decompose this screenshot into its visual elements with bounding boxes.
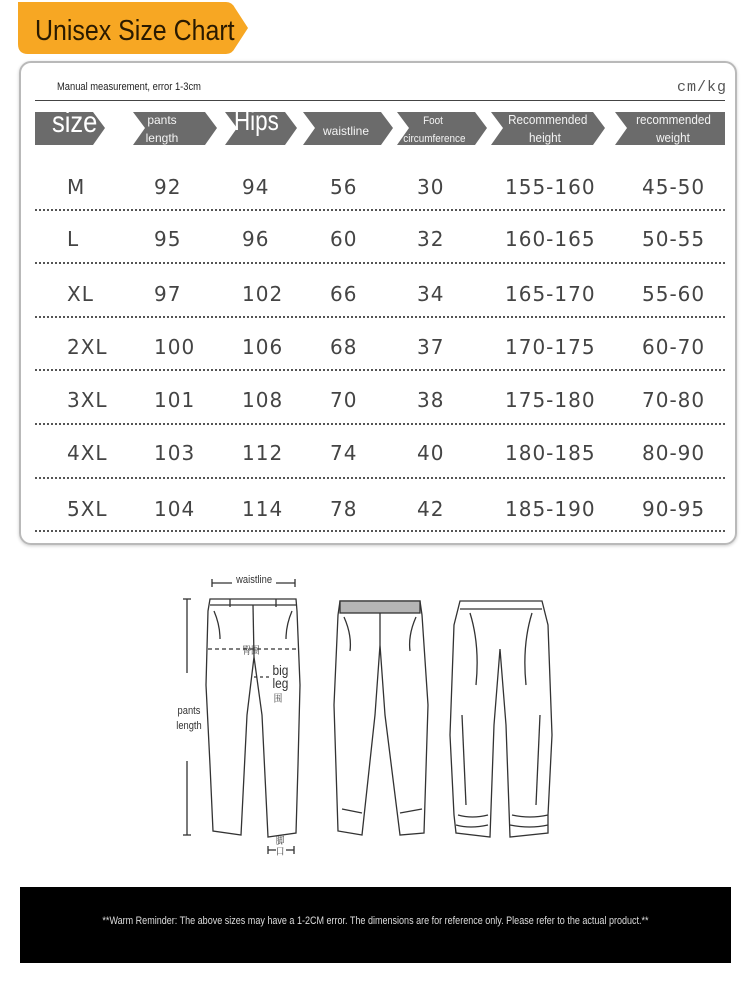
cell-hips: 102	[242, 282, 284, 306]
header-divider	[35, 100, 725, 101]
cell-foot: 30	[417, 175, 445, 199]
cell-weight: 55-60	[642, 282, 706, 306]
cell-pants-length: 92	[154, 175, 182, 199]
cell-hips: 106	[242, 335, 284, 359]
cell-waistline: 66	[330, 282, 358, 306]
cell-waistline: 74	[330, 441, 358, 465]
table-row	[35, 374, 725, 426]
cell-size: 3XL	[67, 388, 108, 412]
cell-weight: 45-50	[642, 175, 706, 199]
cell-height: 175-180	[505, 388, 596, 412]
row-divider	[35, 316, 725, 318]
header-foot-circumference: Foot circumference	[403, 115, 466, 145]
header-pants-length: pants length	[145, 113, 179, 145]
cell-foot: 40	[417, 441, 445, 465]
cell-hips: 112	[242, 441, 284, 465]
cell-weight: 90-95	[642, 497, 706, 521]
cell-foot: 34	[417, 282, 445, 306]
cell-weight: 50-55	[642, 227, 706, 251]
cell-height: 185-190	[505, 497, 596, 521]
row-divider	[35, 530, 725, 532]
row-divider	[35, 262, 725, 264]
cell-hips: 94	[242, 175, 270, 199]
diagram-pants-length-label: pants length	[176, 705, 202, 732]
diagram-waistline-label: waistline	[236, 574, 273, 586]
table-row	[35, 161, 725, 213]
page-title: Unisex Size Chart	[35, 15, 235, 47]
cell-height: 155-160	[505, 175, 596, 199]
diagram-big-leg-label: big leg	[272, 662, 289, 691]
cell-size: M	[67, 175, 86, 199]
cell-foot: 38	[417, 388, 445, 412]
cell-pants-length: 103	[154, 441, 196, 465]
header-recommended-weight: recommended weight	[636, 112, 711, 145]
table-row	[35, 427, 725, 479]
row-divider	[35, 477, 725, 479]
measurement-note: Manual measurement, error 1-3cm	[57, 81, 201, 93]
row-divider	[35, 369, 725, 371]
cell-size: XL	[67, 282, 94, 306]
cell-hips: 96	[242, 227, 270, 251]
table-row	[35, 213, 725, 265]
cell-waistline: 60	[330, 227, 358, 251]
cell-pants-length: 101	[154, 388, 196, 412]
cell-height: 180-185	[505, 441, 596, 465]
table-row	[35, 321, 725, 373]
cell-pants-length: 104	[154, 497, 196, 521]
title-banner	[18, 2, 250, 54]
row-divider	[35, 423, 725, 425]
cell-weight: 80-90	[642, 441, 706, 465]
cell-waistline: 68	[330, 335, 358, 359]
diagram-hips-label: 臀围	[242, 646, 260, 657]
cell-waistline: 56	[330, 175, 358, 199]
header-recommended-height: Recommended height	[508, 112, 588, 145]
table-row	[35, 483, 725, 535]
cell-foot: 32	[417, 227, 445, 251]
header-band	[35, 105, 725, 145]
cell-height: 165-170	[505, 282, 596, 306]
cell-foot: 42	[417, 497, 445, 521]
cell-pants-length: 95	[154, 227, 182, 251]
diagram-big-leg-cjk: 围	[273, 694, 283, 705]
diagram-foot-label: 脚口	[275, 836, 285, 858]
header-hips: Hips	[234, 105, 279, 136]
cell-foot: 37	[417, 335, 445, 359]
table-row	[35, 268, 725, 320]
reminder-banner	[20, 887, 731, 963]
cell-pants-length: 97	[154, 282, 182, 306]
header-waistline: waistline	[322, 124, 370, 138]
reminder-text: **Warm Reminder: The above sizes may have a 1-2CM error. The dimensions are for reference only. Please refer to the actual product.**	[102, 915, 649, 927]
cell-waistline: 70	[330, 388, 358, 412]
header-size: size	[52, 106, 98, 139]
cell-weight: 70-80	[642, 388, 706, 412]
cell-hips: 114	[242, 497, 284, 521]
cell-size: 4XL	[67, 441, 108, 465]
cell-pants-length: 100	[154, 335, 196, 359]
pants-diagram	[0, 565, 754, 865]
row-divider	[35, 209, 725, 211]
cell-height: 160-165	[505, 227, 596, 251]
unit-label: cm/kg	[677, 79, 728, 96]
cell-size: 5XL	[67, 497, 108, 521]
cell-hips: 108	[242, 388, 284, 412]
cell-size: L	[67, 227, 80, 251]
cell-weight: 60-70	[642, 335, 706, 359]
cell-height: 170-175	[505, 335, 596, 359]
cell-waistline: 78	[330, 497, 358, 521]
cell-size: 2XL	[67, 335, 108, 359]
